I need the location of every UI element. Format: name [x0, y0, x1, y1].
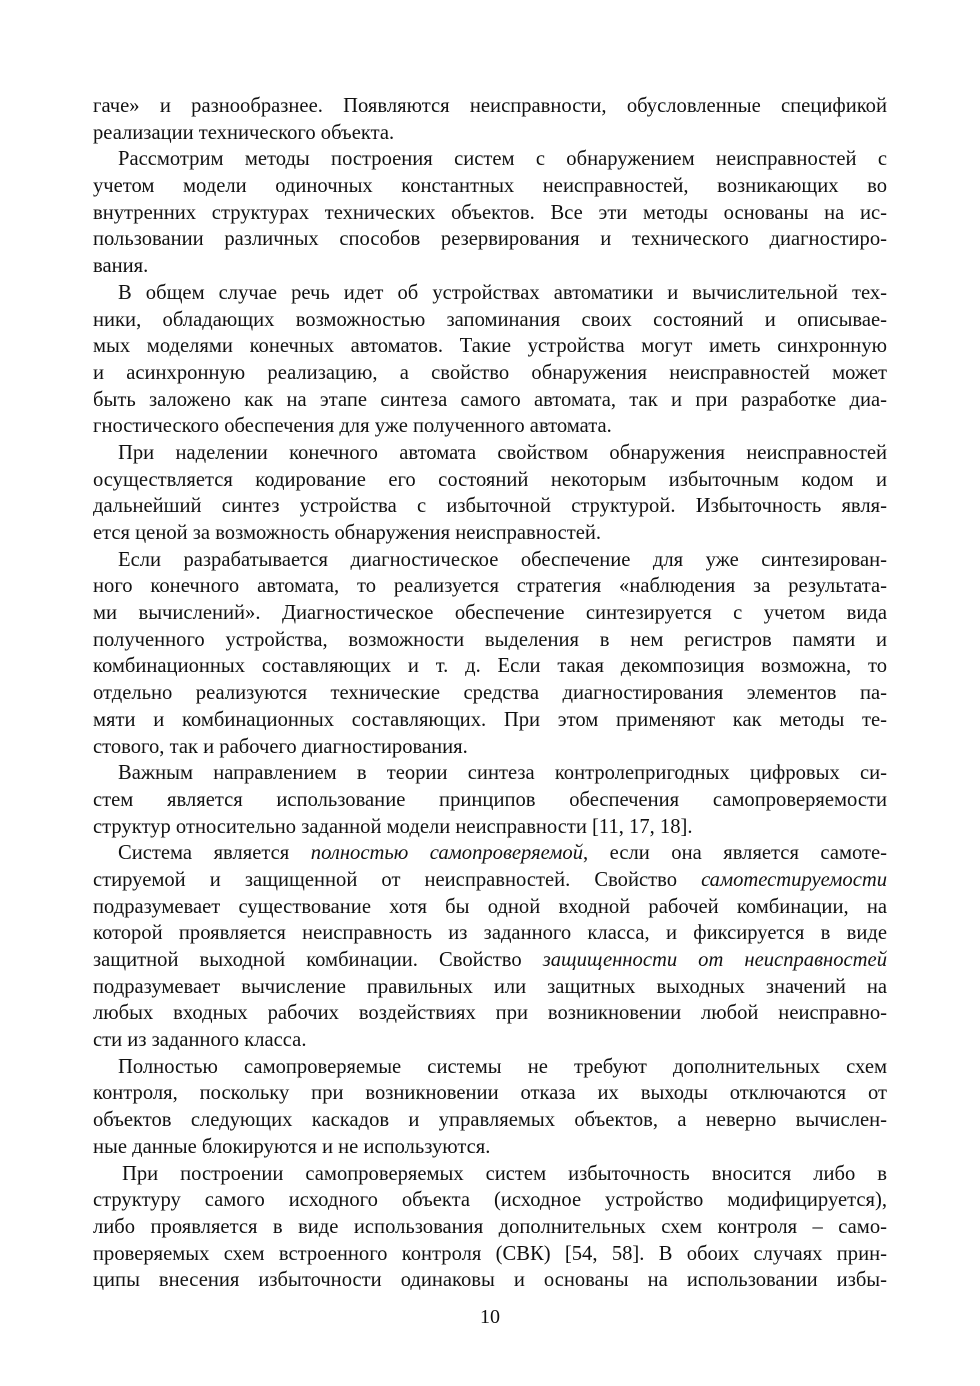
- text-line: мяти и комбинационных составляющих. При этом применяют как методы те-: [93, 708, 887, 731]
- text-line: учетом модели одиночных константных неисправностей, возникающих во: [93, 175, 887, 198]
- text-line: ного конечного автомата, то реализуется стратегия «наблюдения за результата-: [93, 575, 887, 598]
- text-line: структуру самого исходного объекта (исходное устройство модифицируется),: [93, 1189, 887, 1212]
- paragraph-first-line: Если разрабатывается диагностическое обеспечение для уже синтезирован-: [118, 548, 887, 571]
- text-line: ется ценой за возможность обнаружения неисправностей.: [93, 522, 602, 544]
- text-line: гаче» и разнообразнее. Появляются неисправности, обусловленные спецификой: [93, 95, 887, 117]
- text-line: любых входных рабочих воздействиях при возникновении любой неисправно-: [93, 1002, 887, 1025]
- term-fully-self-checking: полностью самопроверяемой: [310, 842, 584, 865]
- paragraph-first-line: Полностью самопроверяемые системы не требуют дополнительных схем: [118, 1055, 887, 1078]
- paragraph-first-line: Важным направлением в теории синтеза контролепригодных цифровых си-: [118, 762, 887, 785]
- text-line: и асинхронную реализацию, а свойство обнаружения неисправностей может: [93, 361, 887, 384]
- term-fault-secure: защищенности от неисправностей: [542, 949, 887, 971]
- text-line: [93, 947, 887, 974]
- paragraph-first-line: Рассмотрим методы построения систем с обнаружением неисправностей с: [118, 148, 887, 171]
- text-line: отдельно реализуются технические средства диагностирования элементов па-: [93, 682, 887, 705]
- text-line: дальнейший синтез устройства с избыточной структурой. Избыточность явля-: [93, 495, 887, 518]
- text-line: объектов следующих каскадов и управляемых объектов, а неверно вычислен-: [93, 1109, 887, 1132]
- text-line: проверяемых схем встроенного контроля (СВК) [54, 58]. В обоих случаях прин-: [93, 1242, 887, 1265]
- text-segment: Система является: [118, 842, 311, 865]
- text-line: ципы внесения избыточности одинаковы и основаны на использовании избы-: [93, 1269, 887, 1292]
- text-line: стем является использование принципов обеспечения самопроверяемости: [93, 788, 887, 811]
- paragraph-first-line: [93, 840, 887, 867]
- paragraph-first-line: При построении самопроверяемых систем избыточность вносится либо в: [122, 1162, 887, 1185]
- page-number: 10: [480, 1306, 500, 1328]
- text-line: реализации технического объекта.: [93, 121, 395, 144]
- text-line: осуществляется кодирование его состояний некоторым избыточным кодом и: [93, 468, 887, 491]
- paragraph-first-line: В общем случае речь идет об устройствах автоматики и вычислительной тех-: [118, 281, 887, 304]
- body-text: [93, 93, 887, 1294]
- text-line: сти из заданного класса.: [93, 1029, 307, 1052]
- text-line: стового, так и рабочего диагностирования.: [93, 735, 468, 758]
- paragraph-first-line: При наделении конечного автомата свойством обнаружения неисправностей: [118, 441, 887, 464]
- text-line: полученного устройства, возможности выделения в нем регистров памяти и: [93, 628, 887, 651]
- text-line: структур относительно заданной модели неисправности [11, 17, 18].: [93, 815, 693, 838]
- text-line: гностического обеспечения для уже полученного автомата.: [93, 415, 612, 438]
- term-self-testing: самотестируемости: [701, 868, 887, 891]
- text-line: либо проявляется в виде использования дополнительных схем контроля – само-: [93, 1215, 887, 1238]
- text-line: внутренних структурах технических объектов. Все эти методы основаны на ис-: [93, 201, 887, 224]
- text-line: ные данные блокируются и не используются.: [93, 1135, 491, 1158]
- text-line: контроля, поскольку при возникновении отказа их выходы отключаются от: [93, 1082, 887, 1105]
- text-segment: защитной выходной комбинации. Свойство: [93, 949, 543, 971]
- text-line: пользовании различных способов резервирования и технического диагностиро-: [93, 228, 887, 251]
- text-line: ми вычислений». Диагностическое обеспечение синтезируется с учетом вида: [93, 602, 887, 625]
- text-line: вания.: [93, 255, 149, 278]
- text-line: быть заложено как на этапе синтеза самого автомата, так и при разработке диа-: [93, 388, 887, 411]
- text-line: которой проявляется неисправность из заданного класса, и фиксируется в виде: [93, 922, 887, 945]
- text-line: мых моделями конечных автоматов. Такие устройства могут иметь синхронную: [93, 335, 887, 358]
- text-segment: , если она является самоте-: [583, 842, 888, 865]
- text-line: ники, обладающих возможностью запоминания своих состояний и описывае-: [93, 308, 887, 331]
- text-segment: стируемой и защищенной от неисправностей. Свойство: [93, 868, 702, 891]
- text-line: комбинационных составляющих и т. д. Если такая декомпозиция возможна, то: [93, 655, 887, 678]
- text-line: подразумевает существование хотя бы одной входной рабочей комбинации, на: [93, 895, 887, 918]
- text-line: подразумевает вычисление правильных или защитных выходных значений на: [93, 975, 887, 998]
- text-line: [93, 867, 887, 894]
